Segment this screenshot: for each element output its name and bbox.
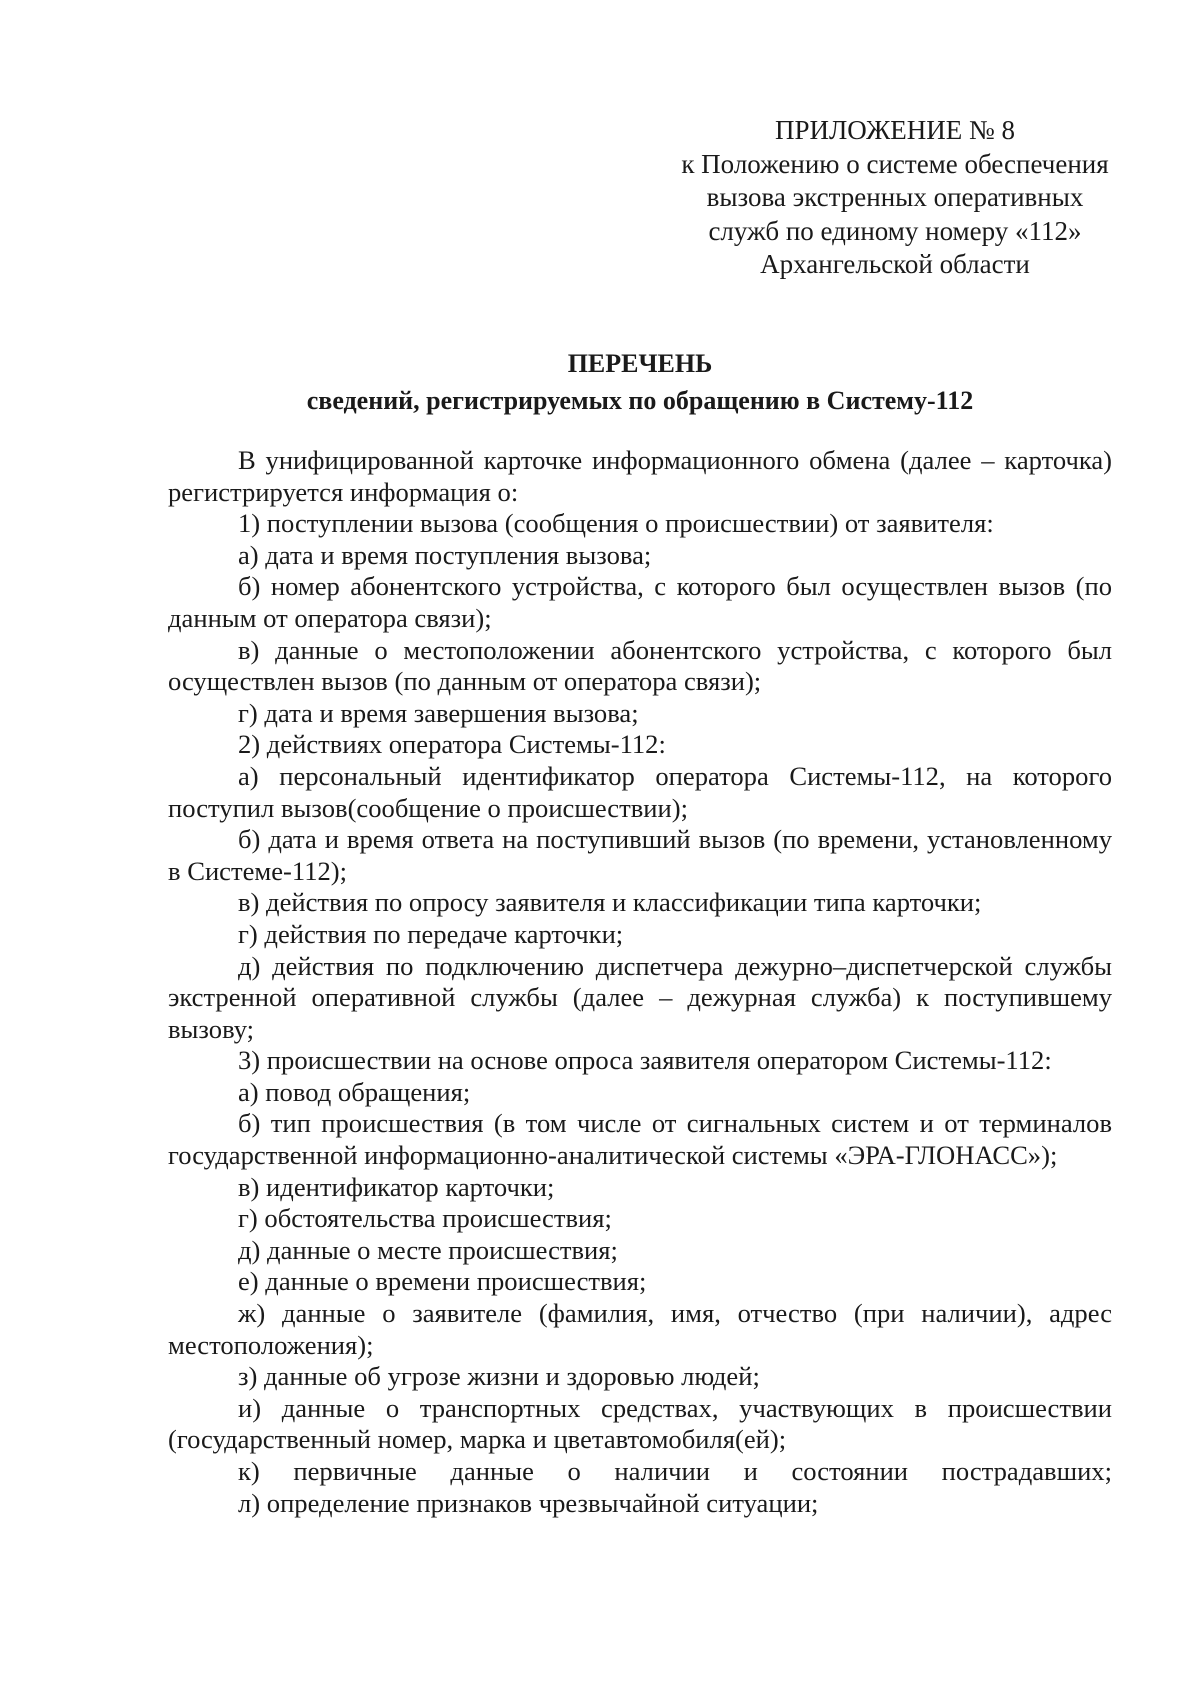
list-item: в) данные о местоположении абонентского устройства, с которого был осуществлен вызов (по данным от оператора связи); <box>168 634 1112 697</box>
list-item: л) определение признаков чрезвычайной ситуации; <box>238 1487 819 1518</box>
list-item: г) действия по передаче карточки; <box>238 918 624 949</box>
appendix-reference-line: вызова экстренных оперативных <box>706 182 1084 212</box>
intro-paragraph: В унифицированной карточке информационного обмена (далее – карточка) регистрируется информация о: <box>168 445 1112 507</box>
appendix-reference-line: Архангельской области <box>760 249 1030 279</box>
list-item: в) идентификатор карточки; <box>238 1171 555 1202</box>
list-item: б) тип происшествия (в том числе от сигнальных систем и от терминалов государственной информационно-аналитической системы «ЭРА-ГЛОНАСС»); <box>168 1108 1112 1171</box>
list-item: в) действия по опросу заявителя и классификации типа карточки; <box>238 887 982 918</box>
list-item: и) данные о транспортных средствах, участвующих в происшествии (государственный номер, марка и цветавтомобиля(ей); <box>168 1392 1112 1455</box>
appendix-reference-line: к Положению о системе обеспечения <box>681 148 1109 179</box>
document-body <box>168 445 1112 1519</box>
title-heading: ПЕРЕЧЕНЬ <box>567 349 713 378</box>
list-item: к) первичные данные о наличии и состоянии пострадавших; <box>238 1456 1112 1486</box>
appendix-header <box>660 114 1130 282</box>
list-item: 3) происшествии на основе опроса заявителя оператором Системы-112: <box>238 1045 1052 1076</box>
list-item: з) данные об угрозе жизни и здоровью людей; <box>238 1361 760 1392</box>
appendix-reference-line: служб по единому номеру «112» <box>708 215 1082 246</box>
appendix-number: ПРИЛОЖЕНИЕ № 8 <box>774 115 1016 145</box>
document-title <box>168 345 1112 419</box>
list-item: г) обстоятельства происшествия; <box>238 1203 612 1234</box>
list-item: б) дата и время ответа на поступивший вызов (по времени, установленному в Системе-112); <box>168 824 1112 886</box>
list-item: г) дата и время завершения вызова; <box>238 697 639 728</box>
list-item: ж) данные о заявителе (фамилия, имя, отчество (при наличии), адрес местоположения); <box>168 1298 1112 1360</box>
list-item: а) персональный идентификатор оператора Системы-112, на которого поступил вызов(сообщение о происшествии); <box>168 760 1112 823</box>
list-item: 1) поступлении вызова (сообщения о происшествии) от заявителя: <box>238 508 994 539</box>
list-item: б) номер абонентского устройства, с которого был осуществлен вызов (по данным от оператора связи); <box>168 571 1112 633</box>
list-item: д) данные о месте происшествия; <box>238 1234 618 1265</box>
list-item: а) повод обращения; <box>238 1076 471 1107</box>
list-item: е) данные о времени происшествия; <box>238 1266 647 1297</box>
list-item: 2) действиях оператора Системы-112: <box>238 729 666 760</box>
list-item: а) дата и время поступления вызова; <box>238 539 652 570</box>
list-item: д) действия по подключению диспетчера дежурно–диспетчерской службы экстренной оперативной службы (далее – дежурная служба) к поступившему вызову; <box>168 950 1112 1044</box>
title-subheading: сведений, регистрируемых по обращению в Систему-112 <box>306 386 974 415</box>
